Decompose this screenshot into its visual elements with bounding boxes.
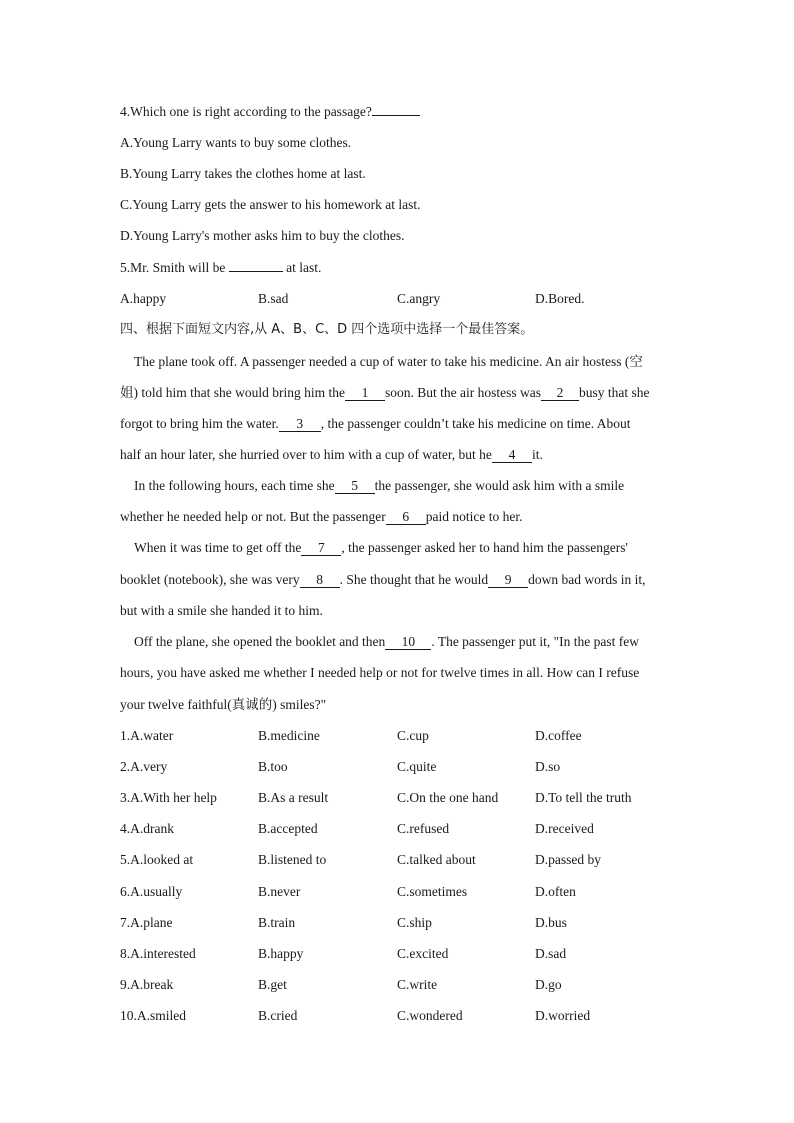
cloze-blank-3: 3 (279, 417, 321, 432)
q4-option-a: A.Young Larry wants to buy some clothes. (120, 135, 352, 150)
choice-d: D.sad (535, 946, 567, 961)
passage-p3-line1 (134, 539, 678, 557)
choice-b: B.cried (258, 1008, 298, 1023)
choice-d: D.often (535, 884, 576, 899)
choice-d: D.go (535, 977, 562, 992)
choice-c: C.On the one hand (397, 790, 499, 805)
q4-question-text: 4.Which one is right according to the passage? (120, 104, 372, 119)
q4-option-c: C.Young Larry gets the answer to his homework at last. (120, 197, 421, 212)
choice-b: B.never (258, 884, 301, 899)
choice-d: D.worried (535, 1008, 591, 1023)
text-segment: When it was time to get off the (134, 540, 302, 555)
q5-question-before: 5.Mr. Smith will be (120, 260, 226, 275)
choice-c: C.wondered (397, 1008, 463, 1023)
choice-a: 7.A.plane (120, 915, 173, 930)
passage-p4-line3: your twelve faithful(真诚的) smiles?" (120, 697, 327, 712)
choice-b: B.accepted (258, 821, 318, 836)
section-heading: 四、根据下面短文内容,从 A、B、C、D 四个选项中选择一个最佳答案。 (120, 322, 534, 337)
passage-p4-line2: hours, you have asked me whether I needed help or not for twelve times in all. How can I refuse (120, 665, 640, 680)
choice-a: 5.A.looked at (120, 852, 194, 867)
passage-p4-line1 (134, 633, 678, 651)
cloze-blank-9: 9 (488, 573, 528, 588)
q5-option-d: D.Bored. (535, 291, 585, 306)
cloze-blank-1: 1 (345, 386, 385, 401)
text-segment: In the following hours, each time she (134, 478, 335, 493)
text-segment: whether he needed help or not. But the passenger (120, 509, 386, 524)
choice-c: C.write (397, 977, 438, 992)
passage-p1-line1: The plane took off. A passenger needed a cup of water to take his medicine. An air hostess (空 (134, 354, 643, 369)
passage-p1-line2 (120, 384, 678, 402)
choice-c: C.ship (397, 915, 432, 930)
choice-a: 10.A.smiled (120, 1008, 186, 1023)
choice-d: D.received (535, 821, 594, 836)
choice-a: 8.A.interested (120, 946, 196, 961)
text-segment: busy that she (578, 385, 650, 400)
text-segment: Off the plane, she opened the booklet and then (134, 634, 386, 649)
choice-b: B.happy (258, 946, 304, 961)
q5-question-after: at last. (286, 260, 322, 275)
passage-p2-line1 (134, 477, 678, 495)
text-segment: half an hour later, she hurried over to him with a cup of water, but he (120, 447, 492, 462)
q5-question (120, 259, 678, 277)
text-segment: soon. But the air hostess was (384, 385, 541, 400)
choice-c: C.refused (397, 821, 450, 836)
choice-c: C.cup (397, 728, 429, 743)
text-segment: it. (531, 447, 543, 462)
choice-b: B.train (258, 915, 296, 930)
choice-d: D.so (535, 759, 561, 774)
choice-d: D.coffee (535, 728, 582, 743)
text-segment: , the passenger couldn’t take his medicine on time. About (320, 416, 631, 431)
choice-a: 4.A.drank (120, 821, 174, 836)
text-segment: , the passenger asked her to hand him the passengers' (341, 540, 628, 555)
q4-option-b: B.Young Larry takes the clothes home at last. (120, 166, 366, 181)
text-segment: forgot to bring him the water. (120, 416, 279, 431)
cloze-blank-5: 5 (335, 479, 375, 494)
text-segment: paid notice to her. (425, 509, 523, 524)
choice-b: B.get (258, 977, 287, 992)
text-segment: 姐) told him that she would bring him the (120, 385, 345, 400)
cloze-blank-7: 7 (301, 541, 341, 556)
passage-p1-line3 (120, 415, 678, 433)
choice-b: B.too (258, 759, 288, 774)
choice-b: B.medicine (258, 728, 320, 743)
q5-option-b: B.sad (258, 291, 289, 306)
passage-p3-line2 (120, 571, 678, 589)
choice-a: 1.A.water (120, 728, 174, 743)
cloze-blank-6: 6 (386, 510, 426, 525)
cloze-blank-8: 8 (300, 573, 340, 588)
cloze-blank-4: 4 (492, 448, 532, 463)
choice-c: C.sometimes (397, 884, 468, 899)
choice-c: C.excited (397, 946, 449, 961)
text-segment: the passenger, she would ask him with a smile (374, 478, 625, 493)
q4-option-d: D.Young Larry's mother asks him to buy the clothes. (120, 228, 405, 243)
q4-answer-blank (372, 115, 420, 116)
choice-c: C.quite (397, 759, 437, 774)
choice-d: D.passed by (535, 852, 601, 867)
text-segment: booklet (notebook), she was very (120, 572, 300, 587)
passage-p3-line3: but with a smile she handed it to him. (120, 603, 323, 618)
text-segment: . She thought that he would (339, 572, 489, 587)
choice-a: 9.A.break (120, 977, 174, 992)
choice-a: 2.A.very (120, 759, 168, 774)
choice-a: 3.A.With her help (120, 790, 217, 805)
choice-b: B.As a result (258, 790, 329, 805)
choice-b: B.listened to (258, 852, 327, 867)
choice-c: C.talked about (397, 852, 476, 867)
passage-p2-line2 (120, 508, 678, 526)
choice-a: 6.A.usually (120, 884, 183, 899)
choice-d: D.To tell the truth (535, 790, 632, 805)
choice-d: D.bus (535, 915, 567, 930)
text-segment: . The passenger put it, "In the past few (431, 634, 640, 649)
text-segment: down bad words in it, (528, 572, 646, 587)
q5-answer-blank (229, 271, 283, 272)
q4-question (120, 103, 678, 121)
cloze-blank-2: 2 (541, 386, 579, 401)
passage-p1-line4 (120, 446, 678, 464)
q5-option-a: A.happy (120, 291, 167, 306)
cloze-blank-10: 10 (385, 635, 431, 650)
q5-option-c: C.angry (397, 291, 441, 306)
